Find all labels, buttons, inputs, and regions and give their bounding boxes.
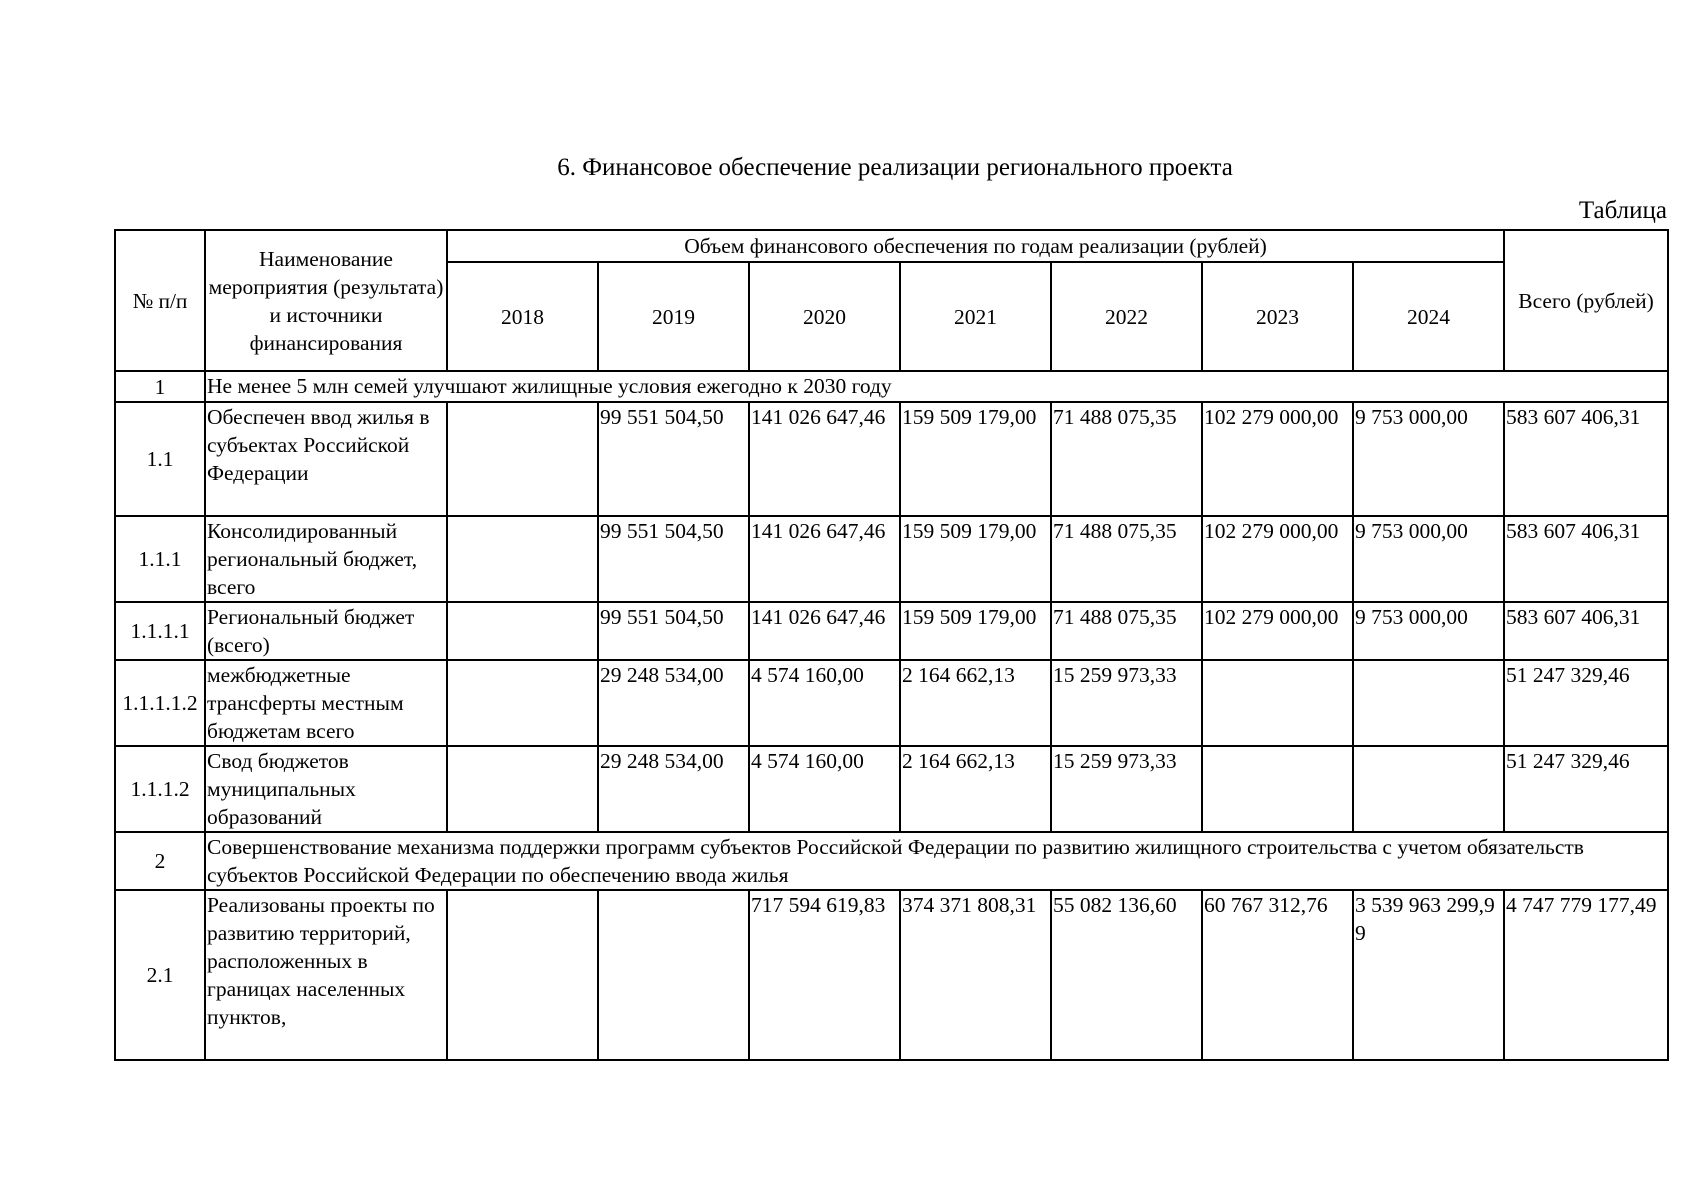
value-cell: 141 026 647,46	[749, 602, 900, 660]
row-number: 1.1.1.2	[115, 746, 205, 832]
table-header	[115, 230, 1668, 371]
value-cell	[447, 516, 598, 602]
value-cell: 159 509 179,00	[900, 602, 1051, 660]
value-cell: 71 488 075,35	[1051, 516, 1202, 602]
table-caption: Таблица	[1578, 197, 1667, 224]
value-cell: 55 082 136,60	[1051, 890, 1202, 1060]
value-cell: 717 594 619,83	[749, 890, 900, 1060]
value-cell: 29 248 534,00	[598, 660, 749, 746]
header-year: 2019	[598, 262, 749, 371]
value-cell: 60 767 312,76	[1202, 890, 1353, 1060]
value-cell: 141 026 647,46	[749, 516, 900, 602]
header-year: 2022	[1051, 262, 1202, 371]
row-number: 1	[115, 371, 205, 402]
value-cell	[598, 890, 749, 1060]
table-row	[115, 402, 1668, 516]
value-cell: 71 488 075,35	[1051, 602, 1202, 660]
table-row	[115, 660, 1668, 746]
section-row	[115, 832, 1668, 890]
value-cell	[447, 660, 598, 746]
header-year: 2020	[749, 262, 900, 371]
table-row	[115, 516, 1668, 602]
section-row	[115, 371, 1668, 402]
section-title: Совершенствование механизма поддержки программ субъектов Российской Федерации по развитию жилищного строительства с учетом обязательств субъектов Российской Федерации по обеспечению ввода жилья	[205, 832, 1668, 890]
row-name: Реализованы проекты по развитию территорий, расположенных в границах населенных пунктов,	[205, 890, 447, 1060]
header-num: № п/п	[115, 230, 205, 371]
section-title: Не менее 5 млн семей улучшают жилищные условия ежегодно к 2030 году	[205, 371, 1668, 402]
value-cell: 3 539 963 299,99	[1353, 890, 1504, 1060]
value-cell: 2 164 662,13	[900, 660, 1051, 746]
value-cell	[447, 890, 598, 1060]
value-cell: 159 509 179,00	[900, 402, 1051, 516]
value-cell: 9 753 000,00	[1353, 516, 1504, 602]
header-total: Всего (рублей)	[1504, 230, 1668, 371]
header-year: 2023	[1202, 262, 1353, 371]
total-cell: 51 247 329,46	[1504, 660, 1668, 746]
value-cell: 9 753 000,00	[1353, 402, 1504, 516]
total-cell: 583 607 406,31	[1504, 602, 1668, 660]
value-cell	[447, 602, 598, 660]
row-name: Свод бюджетов муниципальных образований	[205, 746, 447, 832]
header-year: 2018	[447, 262, 598, 371]
value-cell: 9 753 000,00	[1353, 602, 1504, 660]
row-name: Региональный бюджет (всего)	[205, 602, 447, 660]
value-cell: 99 551 504,50	[598, 402, 749, 516]
row-number: 1.1.1.1.2	[115, 660, 205, 746]
table-row	[115, 602, 1668, 660]
row-name: межбюджетные трансферты местным бюджетам всего	[205, 660, 447, 746]
value-cell	[447, 746, 598, 832]
value-cell	[1202, 746, 1353, 832]
value-cell: 15 259 973,33	[1051, 660, 1202, 746]
header-volume: Объем финансового обеспечения по годам реализации (рублей)	[447, 230, 1504, 262]
row-number: 1.1.1.1	[115, 602, 205, 660]
table-row	[115, 746, 1668, 832]
value-cell: 99 551 504,50	[598, 602, 749, 660]
header-year: 2021	[900, 262, 1051, 371]
row-number: 1.1.1	[115, 516, 205, 602]
value-cell: 15 259 973,33	[1051, 746, 1202, 832]
value-cell	[1353, 660, 1504, 746]
value-cell: 159 509 179,00	[900, 516, 1051, 602]
value-cell: 2 164 662,13	[900, 746, 1051, 832]
value-cell: 102 279 000,00	[1202, 516, 1353, 602]
header-name: Наименование мероприятия (результата) и источники финансирования	[205, 230, 447, 371]
row-number: 2	[115, 832, 205, 890]
value-cell: 4 574 160,00	[749, 660, 900, 746]
row-name: Консолидированный региональный бюджет, всего	[205, 516, 447, 602]
value-cell: 99 551 504,50	[598, 516, 749, 602]
row-number: 2.1	[115, 890, 205, 1060]
table-row	[115, 890, 1668, 1060]
value-cell: 4 574 160,00	[749, 746, 900, 832]
row-name: Обеспечен ввод жилья в субъектах Российской Федерации	[205, 402, 447, 516]
value-cell: 102 279 000,00	[1202, 402, 1353, 516]
value-cell: 71 488 075,35	[1051, 402, 1202, 516]
row-number: 1.1	[115, 402, 205, 516]
value-cell: 141 026 647,46	[749, 402, 900, 516]
total-cell: 583 607 406,31	[1504, 516, 1668, 602]
value-cell: 374 371 808,31	[900, 890, 1051, 1060]
header-year: 2024	[1353, 262, 1504, 371]
value-cell	[447, 402, 598, 516]
total-cell: 583 607 406,31	[1504, 402, 1668, 516]
document-title: 6. Финансовое обеспечение реализации регионального проекта	[557, 154, 1233, 181]
table-body	[115, 371, 1668, 1060]
total-cell: 51 247 329,46	[1504, 746, 1668, 832]
value-cell	[1353, 746, 1504, 832]
header-row-1	[115, 230, 1668, 262]
financing-table	[114, 229, 1669, 1061]
value-cell: 102 279 000,00	[1202, 602, 1353, 660]
value-cell: 29 248 534,00	[598, 746, 749, 832]
total-cell: 4 747 779 177,49	[1504, 890, 1668, 1060]
value-cell	[1202, 660, 1353, 746]
